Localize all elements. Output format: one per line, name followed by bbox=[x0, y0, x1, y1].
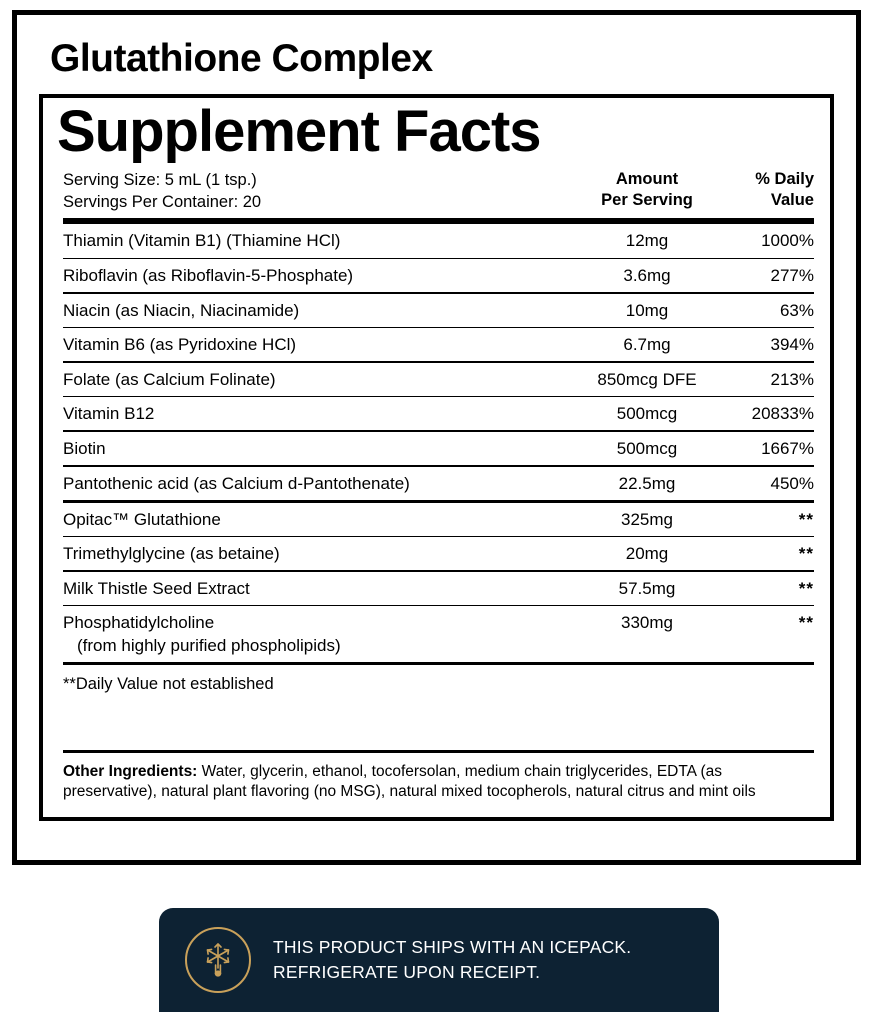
nutrient-dv: 1667% bbox=[761, 438, 814, 458]
nutrient-dv: 20833% bbox=[751, 404, 814, 424]
supplement-label-panel bbox=[12, 10, 861, 865]
nutrient-name: Vitamin B6 (as Pyridoxine HCl) bbox=[63, 335, 297, 355]
nutrient-amount: 57.5mg bbox=[618, 578, 676, 598]
nutrient-amount: 10mg bbox=[625, 300, 669, 320]
nutrient-name: Riboflavin (as Riboflavin-5-Phosphate) bbox=[63, 266, 354, 286]
nutrient-dv: 450% bbox=[770, 473, 814, 493]
amount-header-line2: Per Serving bbox=[601, 190, 693, 209]
nutrient-name: Folate (as Calcium Folinate) bbox=[63, 369, 276, 389]
nutrient-name bbox=[63, 612, 572, 656]
amount-header-line1: Amount bbox=[615, 169, 679, 188]
page-title: Glutathione Complex bbox=[50, 37, 433, 80]
table-row bbox=[43, 328, 830, 361]
table-row bbox=[43, 224, 830, 257]
nutrient-dv: 63% bbox=[779, 300, 814, 320]
snowflake-thermometer-icon bbox=[185, 927, 251, 993]
dv-header-line2: Value bbox=[770, 190, 814, 209]
nutrient-amount: 850mcg DFE bbox=[597, 369, 697, 389]
table-row bbox=[43, 363, 830, 396]
icepack-text bbox=[273, 935, 631, 986]
table-row bbox=[43, 259, 830, 292]
table-row bbox=[43, 467, 830, 500]
icepack-line-1: THIS PRODUCT SHIPS WITH AN ICEPACK. bbox=[273, 936, 632, 957]
nutrient-amount: 500mcg bbox=[616, 404, 678, 424]
dv-header-line1: % Daily bbox=[755, 169, 814, 188]
table-row bbox=[43, 572, 830, 605]
nutrient-name: Milk Thistle Seed Extract bbox=[63, 578, 250, 598]
nutrient-amount: 12mg bbox=[625, 231, 669, 251]
nutrient-name-main: Phosphatidylcholine bbox=[63, 613, 215, 633]
other-ingredients-text: Water, glycerin, ethanol, tocofersolan, medium chain triglycerides, EDTA (as preservative), natural plant flavoring (no MSG), natural mixed tocopherols, natural citrus and mint oils bbox=[63, 762, 756, 801]
table-row bbox=[43, 397, 830, 430]
nutrient-name: Opitac™ Glutathione bbox=[63, 509, 221, 529]
supplement-facts-box bbox=[39, 94, 834, 821]
nutrient-name: Niacin (as Niacin, Niacinamide) bbox=[63, 300, 300, 320]
nutrient-name: Trimethylglycine (as betaine) bbox=[63, 544, 280, 564]
nutrient-amount: 6.7mg bbox=[623, 335, 671, 355]
nutrient-amount: 3.6mg bbox=[623, 266, 671, 286]
nutrient-name: Thiamin (Vitamin B1) (Thiamine HCl) bbox=[63, 231, 341, 251]
table-row bbox=[43, 432, 830, 465]
nutrient-amount: 325mg bbox=[621, 509, 673, 529]
nutrient-dv: ** bbox=[798, 509, 814, 529]
table-row bbox=[43, 606, 830, 661]
servings-per-container: Servings Per Container: 20 bbox=[63, 193, 262, 212]
icepack-line-2: REFRIGERATE UPON RECEIPT. bbox=[273, 962, 541, 982]
table-row bbox=[43, 503, 830, 536]
other-ingredients-label: Other Ingredients: bbox=[63, 762, 198, 780]
other-ingredients bbox=[63, 750, 814, 809]
daily-value-footnote: **Daily Value not established bbox=[63, 674, 274, 693]
nutrient-amount: 22.5mg bbox=[618, 473, 676, 493]
table-row bbox=[43, 537, 830, 570]
supplement-facts-heading: Supplement Facts bbox=[57, 98, 541, 164]
nutrient-amount: 20mg bbox=[625, 544, 669, 564]
nutrient-amount: 330mg bbox=[621, 613, 673, 633]
nutrient-dv: 213% bbox=[770, 369, 814, 389]
daily-value-header bbox=[722, 169, 814, 210]
spacer bbox=[43, 694, 830, 750]
nutrient-name: Biotin bbox=[63, 438, 106, 458]
nutrient-name: Vitamin B12 bbox=[63, 404, 155, 424]
nutrient-dv: 1000% bbox=[761, 231, 814, 251]
nutrient-dv: ** bbox=[798, 544, 814, 564]
icepack-banner bbox=[159, 908, 719, 1012]
amount-per-serving-header bbox=[572, 169, 722, 210]
nutrient-amount: 500mcg bbox=[616, 438, 678, 458]
nutrient-dv: 277% bbox=[770, 266, 814, 286]
nutrient-name-sub: (from highly purified phospholipids) bbox=[77, 635, 341, 655]
nutrient-dv: ** bbox=[798, 578, 814, 598]
serving-header bbox=[43, 165, 830, 216]
serving-info bbox=[63, 169, 572, 214]
nutrient-dv: ** bbox=[798, 613, 814, 633]
nutrient-dv: 394% bbox=[770, 335, 814, 355]
nutrient-name: Pantothenic acid (as Calcium d-Pantothenate) bbox=[63, 473, 410, 493]
table-row bbox=[43, 294, 830, 327]
serving-size: Serving Size: 5 mL (1 tsp.) bbox=[63, 170, 257, 189]
